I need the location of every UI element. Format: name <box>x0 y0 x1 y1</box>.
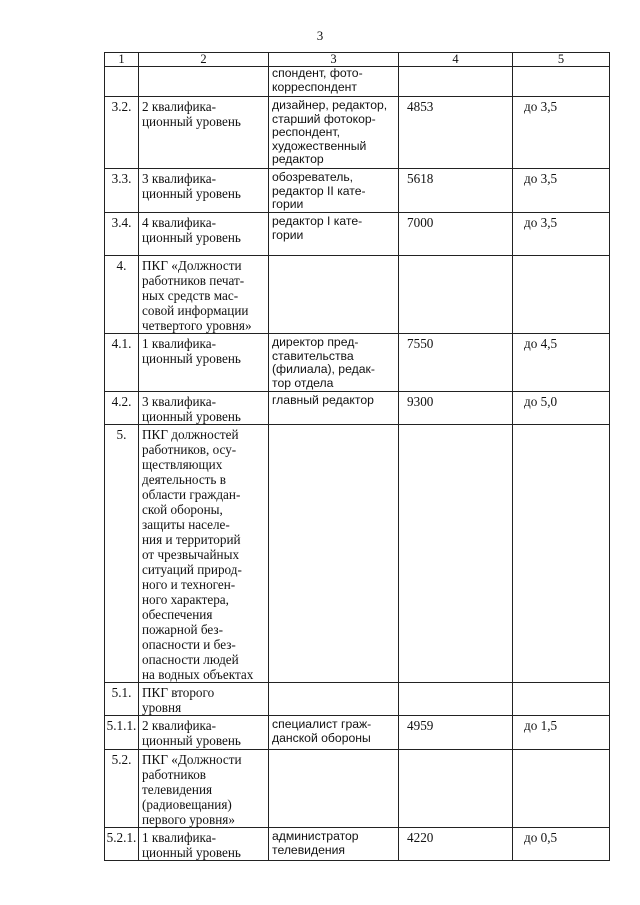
qualification-group-cell <box>139 828 269 861</box>
qualification-group-cell <box>139 425 269 683</box>
table-row <box>105 334 610 392</box>
coefficient-cell <box>513 256 610 334</box>
row-number-cell <box>105 334 139 392</box>
row-number-cell <box>105 750 139 828</box>
header-cell: 3 <box>269 53 399 67</box>
qualification-group: 4 квалифика- ционный уровень <box>142 215 241 245</box>
row-number-cell <box>105 213 139 256</box>
position-title-cell <box>269 334 399 392</box>
position-title-cell <box>269 392 399 425</box>
header-cell: 4 <box>399 53 513 67</box>
coefficient-cell <box>513 750 610 828</box>
qualification-group: 2 квалифика- ционный уровень <box>142 99 241 129</box>
base-salary-cell <box>399 828 513 861</box>
header-row <box>105 53 610 67</box>
qualification-group: ПКГ второго уровня <box>142 685 215 715</box>
position-title-cell <box>269 169 399 213</box>
position-title-cell <box>269 67 399 97</box>
header-cell: 2 <box>139 53 269 67</box>
coefficient <box>524 256 606 258</box>
base-salary <box>407 425 509 427</box>
coefficient: до 0,5 <box>524 830 558 845</box>
row-number: 5.2. <box>111 752 132 767</box>
base-salary <box>407 256 509 258</box>
qualification-group-cell <box>139 213 269 256</box>
base-salary: 7000 <box>407 215 434 230</box>
qualification-group-cell <box>139 334 269 392</box>
position-title-cell <box>269 683 399 716</box>
coefficient-cell <box>513 213 610 256</box>
position-title: дизайнер, редактор, старший фотокор- респондент, художественный редактор <box>272 98 388 166</box>
position-title-cell <box>269 97 399 169</box>
coefficient-cell <box>513 334 610 392</box>
coefficient: до 5,0 <box>524 394 558 409</box>
position-title: специалист граж- данской обороны <box>272 717 372 745</box>
position-title: администратор телевидения <box>272 829 359 857</box>
qualification-group: 3 квалифика- ционный уровень <box>142 171 241 201</box>
coefficient: до 1,5 <box>524 718 558 733</box>
base-salary-cell <box>399 97 513 169</box>
row-number: 3.4. <box>111 215 132 230</box>
base-salary-cell <box>399 213 513 256</box>
position-title-cell <box>269 828 399 861</box>
coefficient: до 3,5 <box>524 171 558 186</box>
base-salary-cell <box>399 256 513 334</box>
row-number-cell <box>105 828 139 861</box>
qualification-group: ПКГ «Должности работников телевидения (радиовещания) первого уровня» <box>142 752 242 827</box>
coefficient-cell <box>513 716 610 750</box>
base-salary: 4959 <box>407 718 434 733</box>
qualification-group: 3 квалифика- ционный уровень <box>142 394 241 424</box>
base-salary-cell <box>399 425 513 683</box>
salary-table <box>104 52 610 861</box>
qualification-group-cell <box>139 716 269 750</box>
row-number: 5.2.1. <box>106 830 137 845</box>
coefficient-cell <box>513 97 610 169</box>
base-salary-cell <box>399 716 513 750</box>
base-salary-cell <box>399 392 513 425</box>
row-number-cell <box>105 67 139 97</box>
table-row <box>105 256 610 334</box>
base-salary-cell <box>399 683 513 716</box>
base-salary-cell <box>399 169 513 213</box>
coefficient <box>524 683 606 685</box>
coefficient <box>524 750 606 752</box>
table-row <box>105 213 610 256</box>
qualification-group-cell <box>139 750 269 828</box>
table-row <box>105 683 610 716</box>
base-salary-cell <box>399 750 513 828</box>
coefficient-cell <box>513 425 610 683</box>
base-salary <box>407 683 509 685</box>
base-salary: 9300 <box>407 394 434 409</box>
qualification-group: 1 квалифика- ционный уровень <box>142 336 241 366</box>
coefficient-cell <box>513 392 610 425</box>
position-title <box>272 256 395 258</box>
qualification-group-cell <box>139 683 269 716</box>
qualification-group: ПКГ «Должности работников печат- ных средств мас- совой информации четвертого уровня» <box>142 258 252 333</box>
base-salary-cell <box>399 334 513 392</box>
coefficient: до 3,5 <box>524 99 558 114</box>
row-number-cell <box>105 392 139 425</box>
row-number: 5. <box>116 427 127 442</box>
position-title: редактор I кате- гории <box>272 214 363 242</box>
qualification-group: ПКГ должностей работников, осу- ществляющих деятельность в области граждан- ской обороны, защиты населе- ния и территорий от чрезвычайных ситуаций природ- ного и техноген- ного характера, обеспечения пожарной без- опасности и без- опасности людей на водных объектах <box>142 427 254 682</box>
table-row <box>105 97 610 169</box>
table-row <box>105 716 610 750</box>
header-cell: 1 <box>105 53 139 67</box>
header-cell: 5 <box>513 53 610 67</box>
position-title-cell <box>269 750 399 828</box>
qualification-group-cell <box>139 67 269 97</box>
position-title: обозреватель, редактор II кате- гории <box>272 170 366 211</box>
qualification-group: 1 квалифика- ционный уровень <box>142 830 241 860</box>
base-salary <box>407 750 509 752</box>
base-salary: 4220 <box>407 830 434 845</box>
row-number-cell <box>105 169 139 213</box>
qualification-group-cell <box>139 97 269 169</box>
base-salary: 5618 <box>407 171 434 186</box>
table-row <box>105 169 610 213</box>
table-row <box>105 392 610 425</box>
coefficient: до 4,5 <box>524 336 558 351</box>
row-number-cell <box>105 97 139 169</box>
qualification-group-cell <box>139 169 269 213</box>
position-title-cell <box>269 716 399 750</box>
position-title: спондент, фото- корреспондент <box>272 66 363 94</box>
position-title-cell <box>269 213 399 256</box>
table-row <box>105 828 610 861</box>
position-title <box>272 750 395 752</box>
row-number: 5.1.1. <box>106 718 137 733</box>
row-number-cell <box>105 716 139 750</box>
base-salary: 4853 <box>407 99 434 114</box>
row-number: 4.2. <box>111 394 132 409</box>
table-row <box>105 425 610 683</box>
qualification-group: 2 квалифика- ционный уровень <box>142 718 241 748</box>
position-title-cell <box>269 425 399 683</box>
coefficient-cell <box>513 828 610 861</box>
coefficient-cell <box>513 683 610 716</box>
position-title-cell <box>269 256 399 334</box>
position-title <box>272 425 395 427</box>
base-salary: 7550 <box>407 336 434 351</box>
row-number: 4.1. <box>111 336 132 351</box>
row-number: 5.1. <box>111 685 132 700</box>
row-number-cell <box>105 425 139 683</box>
row-number: 3.2. <box>111 99 132 114</box>
table-row <box>105 750 610 828</box>
qualification-group-cell <box>139 392 269 425</box>
page-number: 3 <box>316 28 324 43</box>
base-salary-cell <box>399 67 513 97</box>
coefficient <box>524 425 606 427</box>
position-title: главный редактор <box>272 393 374 407</box>
position-title <box>272 683 395 685</box>
table-row <box>105 67 610 97</box>
row-number-cell <box>105 683 139 716</box>
qualification-group-cell <box>139 256 269 334</box>
coefficient: до 3,5 <box>524 215 558 230</box>
position-title: директор пред- ставительства (филиала), редак- тор отдела <box>272 335 375 390</box>
row-number: 3.3. <box>111 171 132 186</box>
coefficient-cell <box>513 169 610 213</box>
row-number-cell <box>105 256 139 334</box>
coefficient-cell <box>513 67 610 97</box>
row-number: 4. <box>116 258 127 273</box>
